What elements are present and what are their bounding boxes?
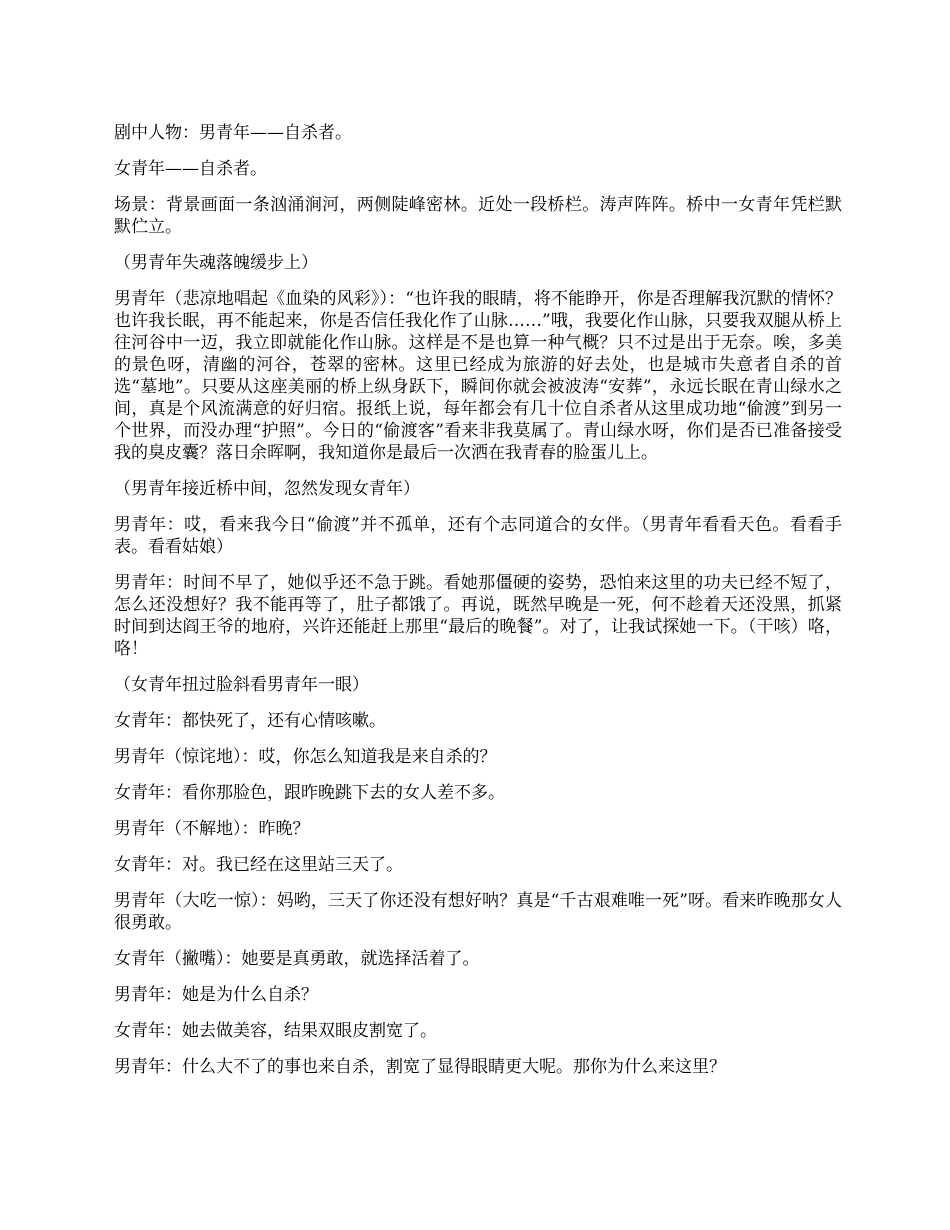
stage-direction: （女青年扭过脸斜看男青年一眼） [114, 675, 369, 695]
dialogue-line: 女青年：看你那脸色，跟昨晚跳下去的女人差不多。 [114, 783, 505, 803]
dialogue-line: 女青年：都快死了，还有心情咳嗽。 [114, 711, 386, 731]
cast-line-male: 剧中人物：男青年——自杀者。 [114, 123, 352, 143]
dialogue-line: 男青年（不解地）：昨晚？ [114, 819, 310, 839]
dialogue-line: 男青年（惊诧地）：哎，你怎么知道我是来自杀的？ [114, 747, 497, 767]
dialogue-line: 男青年：时间不早了，她似乎还不急于跳。看她那僵硬的姿势，恐怕来这里的功夫已经不短了，怎么还没想好？我不能再等了，肚子都饿了。再说，既然早晚是一死，何不趁着天还没黑，抓紧时间到达阎王爷的地府，兴许还能赶上那里“最后的晚餐”。对了，让我试探她一下。（干咳）咯，咯！ [114, 573, 842, 659]
dialogue-line: 男青年：哎，看来我今日“偷渡”并不孤单，还有个志同道合的女伴。（男青年看看天色。看看手表。看看姑娘） [114, 515, 842, 557]
cast-line-female: 女青年——自杀者。 [114, 159, 267, 179]
dialogue-line: 男青年（大吃一惊）：妈哟，三天了你还没有想好呐？真是“千古艰难唯一死”呀。看来昨晚那女人很勇敢。 [114, 891, 842, 933]
dialogue-line: 女青年：对。我已经在这里站三天了。 [114, 855, 403, 875]
scene-description: 场景：背景画面一条汹涌涧河，两侧陡峰密林。近处一段桥栏。涛声阵阵。桥中一女青年凭栏默默伫立。 [114, 195, 842, 237]
dialogue-line: 男青年：她是为什么自杀？ [114, 985, 318, 1005]
dialogue-line: 男青年（悲凉地唱起《血染的风彩》）：“也许我的眼睛，将不能睁开，你是否理解我沉默的情怀？也许我长眠，再不能起来，你是否信任我化作了山脉……”哦，我要化作山脉，只要我双腿从桥上往河谷中一迈，我立即就能化作山脉。这样是不是也算一种气概？只不过是出于无奈。唉，多美的景色呀，清幽的河谷，苍翠的密林。这里已经成为旅游的好去处，也是城市失意者自杀的首选“墓地”。只要从这座美丽的桥上纵身跃下，瞬间你就会被波涛“安葬”，永远长眠在青山绿水之间，真是个风流满意的好归宿。报纸上说，每年都会有几十位自杀者从这里成功地“偷渡”到另一个世界，而没办理“护照”。今日的“偷渡客”看来非我莫属了。青山绿水呀，你们是否已准备接受我的臭皮囊？落日余晖啊，我知道你是最后一次洒在我青春的脸蛋儿上。 [114, 289, 842, 463]
dialogue-line: 女青年（撇嘴）：她要是真勇敢，就选择活着了。 [114, 949, 480, 969]
stage-direction: （男青年失魂落魄缓步上） [114, 253, 318, 273]
dialogue-line: 男青年：什么大不了的事也来自杀，割宽了显得眼睛更大呢。那你为什么来这里？ [114, 1057, 726, 1077]
stage-direction: （男青年接近桥中间，忽然发现女青年） [114, 479, 420, 499]
document-page [114, 122, 842, 1092]
dialogue-line: 女青年：她去做美容，结果双眼皮割宽了。 [114, 1021, 437, 1041]
